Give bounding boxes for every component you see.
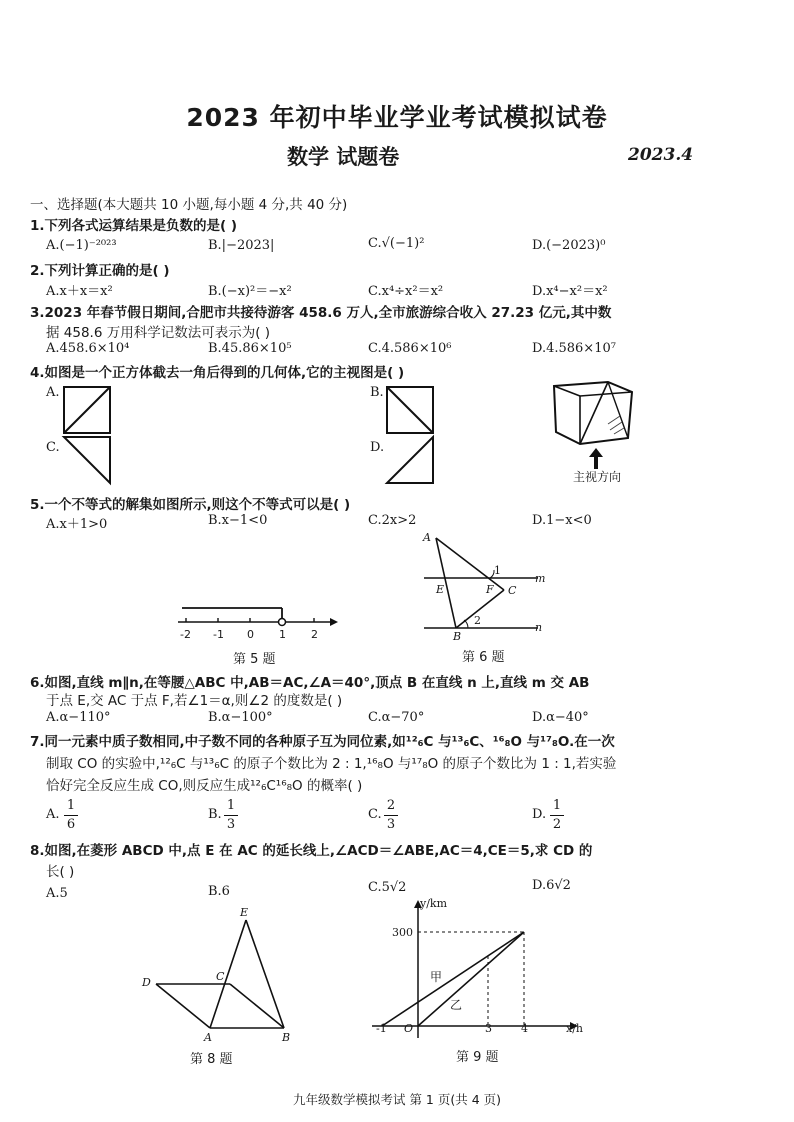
q5-option-c: C.2x>2 [368,513,417,528]
q7-stem-line1: 7.同一元素中质子数相同,中子数不同的各种原子互为同位素,如¹²₆C 与¹³₆C、¹⁶₈O 与¹⁷₈O.在一次 [30,734,615,750]
q6-option-a: A.α−110° [46,710,111,725]
q5-option-b: B.x−1<0 [208,513,268,528]
q1-option-d: D.(−2023)⁰ [532,238,606,253]
q8-point-e: E [240,906,249,919]
q5-option-d: D.1−x<0 [532,513,592,528]
q8-stem-line2: 长( ) [46,864,75,880]
q7-option-a-den: 6 [66,817,76,832]
q7-option-c-num: 2 [386,798,396,813]
q4-cube-figure [550,376,640,451]
q1-option-a: A.(−1)⁻²⁰²³ [46,238,117,253]
q3-option-a: A.458.6×10⁴ [46,341,130,356]
q8-point-d: D [142,976,151,989]
q5-tick-1: 1 [279,628,286,641]
q6-line-n: n [535,621,543,634]
q8-option-d: D.6√2 [532,878,571,893]
q2-option-d: D.x⁴−x²＝x² [532,284,608,299]
q6-angle-1: 1 [494,564,501,577]
q3-option-b: B.45.86×10⁵ [208,341,292,356]
q5-tick-neg1: -1 [213,628,224,641]
q6-point-a: A [423,531,431,544]
q4-option-b-figure [386,386,436,436]
q1-option-c: C.√(−1)² [368,236,425,251]
q7-option-a-letter: A. [46,807,60,822]
q2-option-a: A.x＋x＝x² [46,284,113,299]
q7-stem-line3: 恰好完全反应生成 CO,则反应生成¹²₆C¹⁶₈O 的概率( ) [46,778,363,794]
q3-option-d: D.4.586×10⁷ [532,341,616,356]
q1-option-b: B.|−2023| [208,238,275,253]
q4-option-d: D. [370,440,385,455]
q2-option-c: C.x⁴÷x²＝x² [368,284,444,299]
q7-option-b-den: 3 [226,817,236,832]
fig6-caption: 第 6 题 [462,650,505,665]
q7-option-d-bar [550,815,564,816]
q8-point-b: B [282,1031,291,1044]
q8-point-a: A [204,1031,212,1044]
page-footer: 九年级数学模拟考试 第 1 页(共 4 页) [292,1092,502,1107]
q9-x-tick-3: 3 [485,1022,492,1035]
q8-figure [150,910,300,1035]
q7-option-b-bar [224,815,238,816]
q4-option-a: A. [46,385,60,400]
q8-option-c: C.5√2 [368,880,407,895]
q6-option-c: C.α−70° [368,710,425,725]
q6-point-e: E [436,583,445,596]
q8-option-a: A.5 [46,886,68,901]
q5-stem: 5.一个不等式的解集如图所示,则这个不等式可以是( ) [30,497,351,513]
q5-tick-2: 2 [311,628,318,641]
q9-y-axis-label: y/km [420,897,448,910]
exam-title: 2023 年初中毕业学业考试模拟试卷 [186,103,608,132]
q6-point-c: C [508,584,517,597]
q4-option-c-figure [63,436,113,486]
q8-option-b: B.6 [208,884,230,899]
q9-graph [366,898,592,1046]
q5-option-a: A.x＋1>0 [46,517,108,532]
q3-option-c: C.4.586×10⁶ [368,341,452,356]
q2-stem: 2.下列计算正确的是( ) [30,263,170,279]
q6-stem-line2: 于点 E,交 AC 于点 F,若∠1＝α,则∠2 的度数是( ) [46,693,343,709]
view-direction-arrow-icon [588,448,604,470]
q9-x-axis-label: x/h [566,1022,583,1035]
q6-point-b: B [453,630,462,643]
q4-option-d-figure [386,436,436,486]
fig8-caption: 第 8 题 [190,1052,233,1067]
q6-option-d: D.α−40° [532,710,589,725]
q7-option-d-den: 2 [552,817,562,832]
q9-origin: O [404,1022,414,1035]
q9-x-tick-4: 4 [521,1022,528,1035]
q2-option-b: B.(−x)²＝−x² [208,284,292,299]
q8-point-c: C [216,970,225,983]
fig9-caption: 第 9 题 [456,1050,499,1065]
fig5-caption: 第 5 题 [233,652,276,667]
q7-option-d-letter: D. [532,807,547,822]
view-direction-label: 主视方向 [573,470,622,484]
exam-subtitle: 数学 试题卷 [287,145,400,169]
q9-series-yi: 乙 [450,998,463,1012]
section-heading: 一、选择题(本大题共 10 小题,每小题 4 分,共 40 分) [30,197,348,213]
q6-point-f: F [486,583,494,596]
q9-series-jia: 甲 [430,970,443,984]
q7-option-c-den: 3 [386,817,396,832]
q5-tick-neg2: -2 [180,628,191,641]
q7-option-d-num: 1 [552,798,562,813]
q7-option-c-bar [384,815,398,816]
q4-option-a-figure [63,386,113,436]
q4-option-b: B. [370,385,384,400]
q7-stem-line2: 制取 CO 的实验中,¹²₆C 与¹³₆C 的原子个数比为 2 : 1,¹⁶₈O 与¹⁷₈O 的原子个数比为 1 : 1,若实验 [46,756,617,772]
q8-stem-line1: 8.如图,在菱形 ABCD 中,点 E 在 AC 的延长线上,∠ACD＝∠ABE,AC＝4,CE＝5,求 CD 的 [30,843,593,859]
q6-option-b: B.α−100° [208,710,273,725]
q9-y-tick-300: 300 [392,926,413,939]
q6-line-m: m [535,572,546,585]
q7-option-a-num: 1 [66,798,76,813]
q7-option-c-letter: C. [368,807,382,822]
q6-angle-2: 2 [474,614,481,627]
q3-stem-line2: 据 458.6 万用科学记数法可表示为( ) [46,325,271,341]
q4-stem: 4.如图是一个正方体截去一角后得到的几何体,它的主视图是( ) [30,365,405,381]
q7-option-b-letter: B. [208,807,222,822]
q7-option-b-num: 1 [226,798,236,813]
q3-stem-line1: 3.2023 年春节假日期间,合肥市共接待游客 458.6 万人,全市旅游综合收入 27.23 亿元,其中数 [30,305,612,321]
q5-tick-0: 0 [247,628,254,641]
q7-option-a-bar [64,815,78,816]
q1-stem: 1.下列各式运算结果是负数的是( ) [30,218,238,234]
q6-stem-line1: 6.如图,直线 m∥n,在等腰△ABC 中,AB＝AC,∠A＝40°,顶点 B 在直线 n 上,直线 m 交 AB [30,675,590,691]
q9-x-tick-neg1: -1 [376,1022,387,1035]
q4-option-c: C. [46,440,60,455]
exam-date: 2023.4 [628,145,694,165]
